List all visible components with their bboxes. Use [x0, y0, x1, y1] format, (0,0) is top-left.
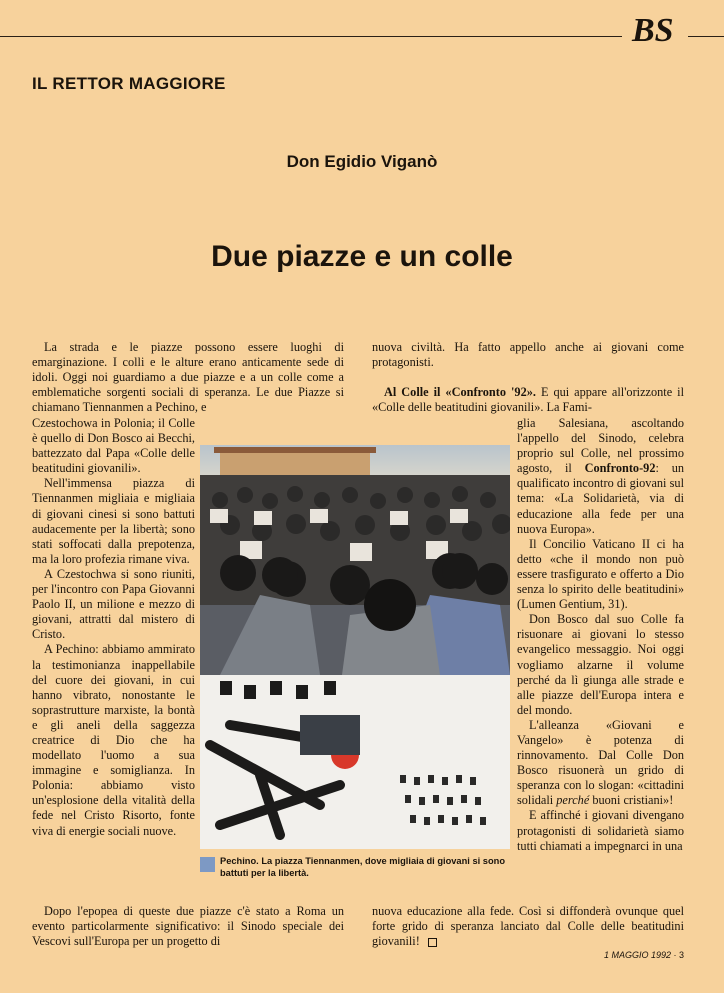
- paragraph-confronto: [517, 416, 684, 537]
- page-number: 3: [679, 950, 685, 960]
- paragraph-don-bosco: Don Bosco dal suo Colle fa risuonare ai giovani lo stesso evangelico messaggio. Noi oggi vogliamo alzarne il volume perché da lì giunga alle strade e alle piazze dell'Europa intera e del mondo.: [517, 612, 684, 717]
- right-column-top: [372, 340, 684, 415]
- paragraph-colle-text: E qui appare all'orizzonte il «Colle delle beatitudini giovanili». La Fami-: [372, 385, 685, 415]
- paragraph-tiennanmen: Nell'immensa piazza di Tiennanmen migliaia e migliaia di giovani cinesi si sono battuti audacemente per la libertà; sono stati soffocati dalla prepotenza, ma la loro profezia rimane viva.: [32, 476, 195, 566]
- article-headline: Due piazze e un colle: [211, 240, 513, 273]
- caption-square-icon: [200, 857, 215, 872]
- subhead-confronto: Al Colle il «Confronto '92».: [384, 385, 536, 400]
- paragraph-intro: La strada e le piazze possono essere luoghi di emarginazione. I colli e le alture erano anticamente sede di idoli. Oggi noi guardiamo a due piazze e a un colle come a emblematiche sorgenti sociali di speranza. Le due Piazze si chiamano Tiennanmen a Pechino, e: [32, 340, 344, 415]
- paragraph-sinodo: Dopo l'epopea di queste due piazze c'è stato a Roma un evento particolarmente significativo: il Sinodo speciale dei Vescovi sull'Europa per un progetto di: [32, 904, 344, 949]
- section-label: IL RETTOR MAGGIORE: [32, 74, 226, 93]
- footer-separator: ·: [673, 950, 680, 960]
- tiennanmen-photo: [200, 445, 510, 849]
- paragraph-pechino-polonia: A Pechino: abbiamo ammirato la testimonianza inappellabile del cuore dei giovani, in cui hanno vibrato, nonostante le soprastrutture marxiste, la bontà e gli aneli della saggezza creatrice di Dio che ha modellato l'uomo a sua immagine e somiglianza. In Polonia: abbiamo visto un'esplosione della vitalità della fede nel Cristo Risorto, fonte viva di energie sociali nuove.: [32, 642, 195, 838]
- paragraph-concilio: Il Concilio Vaticano II ci ha detto «che il mondo non può essere trasfigurato e offerto a Dio senza lo spirito delle beatitudini» (Lumen Gentium, 31).: [517, 536, 684, 612]
- header-rule-right: [688, 36, 724, 37]
- photo-illustration: [200, 445, 510, 849]
- paragraph-civilta: nuova civiltà. Ha fatto appello anche ai giovani come protagonisti.: [372, 340, 684, 370]
- end-mark-icon: [428, 938, 437, 947]
- left-column-top: [32, 340, 344, 415]
- confronto-text-b: : un qualificato incontro di giovani sul tema: «La Solidarietà, via di educazione alla fede per una nuova Europa».: [517, 461, 684, 536]
- article-author: Don Egidio Viganò: [286, 152, 438, 171]
- caption-text: Pechino. La piazza Tiennanmen, dove migliaia di giovani si sono battuti per la libertà.: [220, 856, 505, 878]
- paragraph-pope-meeting: A Czestochwa si sono riuniti, per l'incontro con Papa Giovanni Paolo II, un milione e mezzo di giovani, attratti dal mistero di Cristo.: [32, 566, 195, 642]
- alleanza-text-b: buoni cristiani»!: [589, 793, 674, 808]
- paragraph-conclusion: [372, 904, 684, 949]
- paragraph-alleanza: [517, 718, 684, 809]
- page-footer: [604, 950, 684, 960]
- footer-date: 1 MAGGIO 1992: [604, 950, 672, 960]
- alleanza-text-a: L'alleanza «Giovani e Vangelo» è potenza di rinnovamento. Dal Colle Don Bosco risuonerà un grido di speranza con lo slogan: «cittadini solidali: [517, 717, 684, 808]
- left-column-bottom: [32, 904, 344, 949]
- header-rule: [0, 36, 622, 37]
- conclusion-text: nuova educazione alla fede. Così si diffonderà ovunque quel forte grido di speranza lanciato dal Colle delle beatitudini giovanili!: [372, 904, 684, 949]
- paragraph-colle-intro: [372, 385, 684, 415]
- confronto-bold: Confronto-92: [584, 461, 656, 476]
- right-column-narrow: [517, 416, 684, 854]
- confronto-text-a: glia Salesiana, ascoltando l'appello del Sinodo, celebra proprio sul Colle, nel prossimo agosto, il: [517, 416, 684, 476]
- photo-caption: [200, 856, 510, 879]
- left-column-narrow: [32, 416, 195, 839]
- magazine-logo: BS: [632, 12, 674, 49]
- paragraph-protagonisti: E affinché i giovani divengano protagonisti di solidarietà siamo tutti chiamati a impegnarci in una: [517, 808, 684, 853]
- alleanza-italic: perché: [556, 793, 590, 808]
- right-column-bottom: [372, 904, 684, 949]
- paragraph-czestochowa: Czestochowa in Polonia; il Colle è quello di Don Bosco ai Becchi, battezzato dal Papa «Colle delle beatitudini giovanili».: [32, 416, 195, 476]
